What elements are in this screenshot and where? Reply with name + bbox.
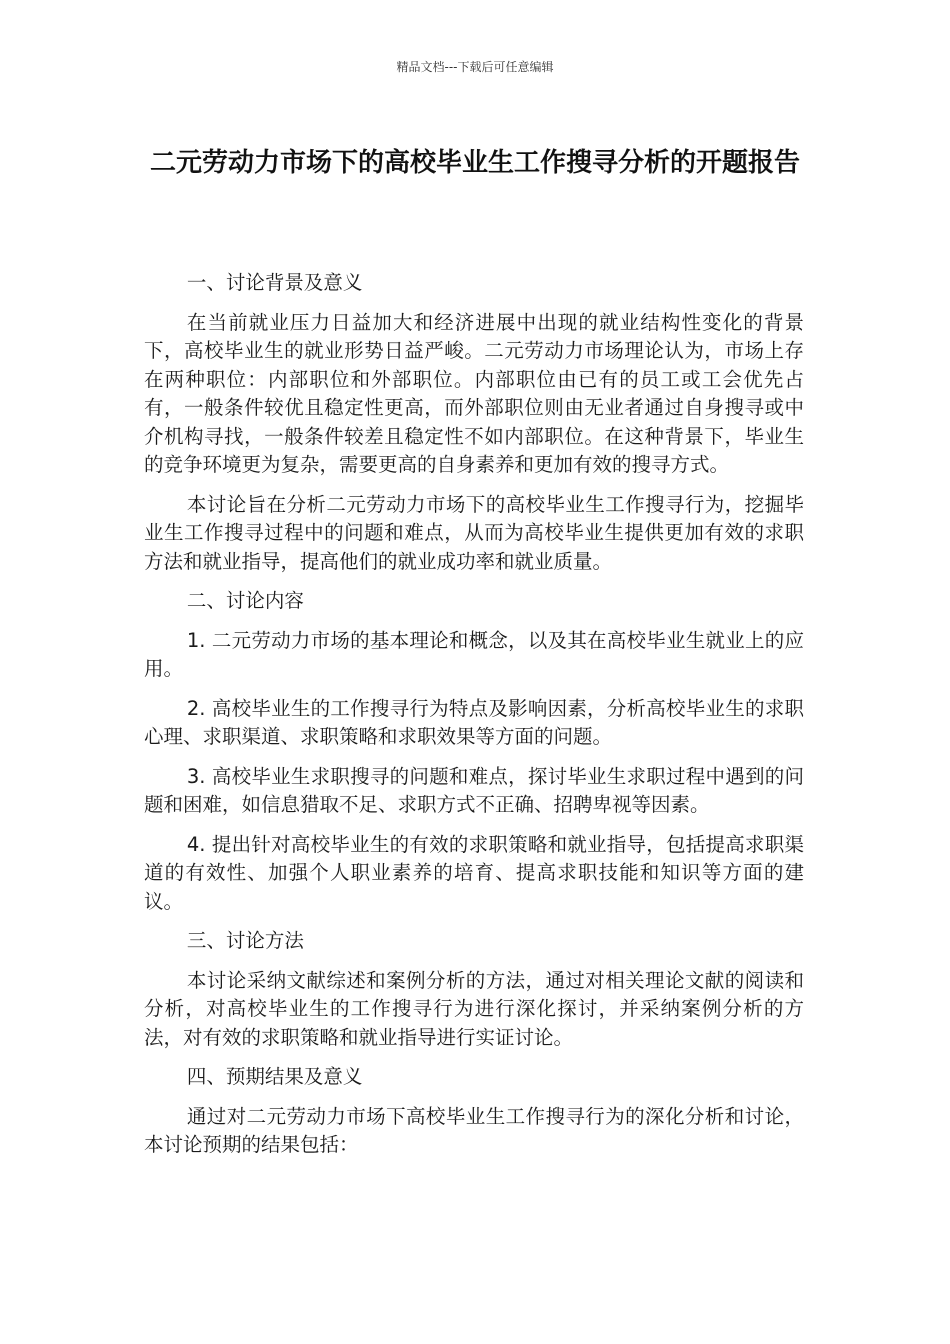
list-item: 4. 提出针对高校毕业生的有效的求职策略和就业指导，包括提高求职渠道的有效性、加强个人职业素养的培育、提高求职技能和知识等方面的建议。 [144, 832, 804, 913]
paragraph: 本讨论采纳文献综述和案例分析的方法，通过对相关理论文献的阅读和分析，对高校毕业生的工作搜寻行为进行深化探讨，并采纳案例分析的方法，对有效的求职策略和就业指导进行实证讨论。 [144, 968, 804, 1049]
paragraph: 在当前就业压力日益加大和经济进展中出现的就业结构性变化的背景下，高校毕业生的就业形势日益严峻。二元劳动力市场理论认为，市场上存在两种职位：内部职位和外部职位。内部职位由已有的员工或工会优先占有，一般条件较优且稳定性更高，而外部职位则由无业者通过自身搜寻或中介机构寻找，一般条件较差且稳定性不如内部职位。在这种背景下，毕业生的竞争环境更为复杂，需要更高的自身素养和更加有效的搜寻方式。 [144, 310, 804, 476]
paragraph: 本讨论旨在分析二元劳动力市场下的高校毕业生工作搜寻行为，挖掘毕业生工作搜寻过程中的问题和难点，从而为高校毕业生提供更加有效的求职方法和就业指导，提高他们的就业成功率和就业质量。 [144, 492, 804, 573]
paragraph: 通过对二元劳动力市场下高校毕业生工作搜寻行为的深化分析和讨论，本讨论预期的结果包括： [144, 1104, 804, 1156]
header-note: 精品文档---下载后可任意编辑 [396, 60, 554, 74]
list-item: 3. 高校毕业生求职搜寻的问题和难点，探讨毕业生求职过程中遇到的问题和困难，如信息猎取不足、求职方式不正确、招聘卑视等因素。 [144, 764, 804, 816]
section-heading-background: 一、讨论背景及意义 [186, 271, 363, 294]
section-heading-results: 四、预期结果及意义 [186, 1065, 363, 1088]
section-heading-content: 二、讨论内容 [186, 589, 304, 612]
document-body [144, 269, 804, 1171]
list-item: 1. 二元劳动力市场的基本理论和概念，以及其在高校毕业生就业上的应用。 [144, 628, 804, 680]
list-item: 2. 高校毕业生的工作搜寻行为特点及影响因素，分析高校毕业生的求职心理、求职渠道、求职策略和求职效果等方面的问题。 [144, 696, 804, 748]
section-heading-method: 三、讨论方法 [186, 929, 304, 952]
document-title: 二元劳动力市场下的高校毕业生工作搜寻分析的开题报告 [149, 148, 800, 178]
